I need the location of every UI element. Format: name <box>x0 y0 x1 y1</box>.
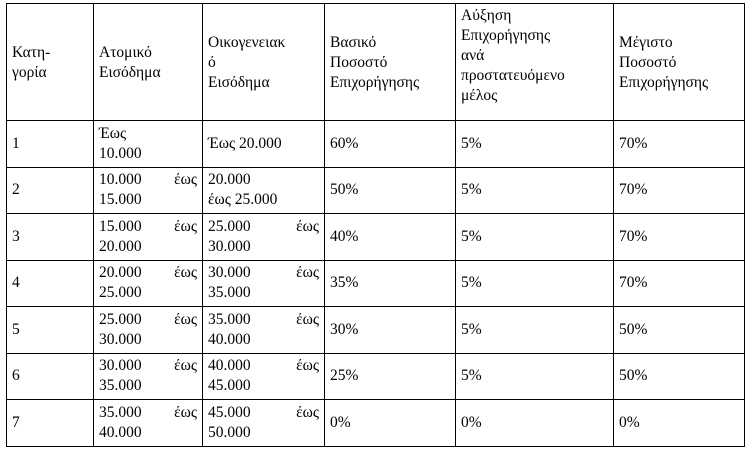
base-rate-cell: 50% <box>325 167 456 214</box>
individual-line2-text: 35.000 <box>99 377 142 395</box>
category-cell: 2 <box>7 167 94 214</box>
income-range <box>208 263 319 303</box>
individual-line1b-text: έως <box>174 357 197 375</box>
income-range <box>208 403 319 443</box>
family-line2-text: 50.000 <box>208 423 251 441</box>
individual-line1b-text: έως <box>174 310 197 328</box>
income-range-line <box>99 403 197 423</box>
increase-cell: 5% <box>456 121 614 168</box>
increase-cell: 5% <box>456 214 614 261</box>
individual-line1a-text: 35.000 <box>99 403 142 421</box>
individual-income-cell <box>94 353 203 400</box>
max-rate-cell: 0% <box>614 400 745 447</box>
table-row <box>7 353 745 400</box>
table-row <box>7 167 745 214</box>
individual-line2-text: 25.000 <box>99 284 142 302</box>
family-line1a-text: 25.000 <box>208 217 251 235</box>
family-line2-text: 40.000 <box>208 330 251 348</box>
income-range <box>208 134 319 154</box>
individual-line2-text: 40.000 <box>99 423 142 441</box>
individual-line1b-text: έως <box>174 171 197 189</box>
income-range <box>208 356 319 396</box>
table-body <box>7 121 745 447</box>
family-line2-text: 30.000 <box>208 237 251 255</box>
family-line1b-text: έως <box>296 217 319 235</box>
family-line1a-text: 20.000 <box>208 171 251 189</box>
category-cell: 5 <box>7 307 94 354</box>
base-rate-cell: 35% <box>325 260 456 307</box>
family-line1b-text: έως <box>296 310 319 328</box>
header-individual-income: Ατομικό Εισόδημα <box>94 4 203 121</box>
individual-line1a-text: 10.000 <box>99 171 142 189</box>
income-range-line <box>208 134 319 154</box>
individual-line1b-text: έως <box>174 264 197 282</box>
individual-line1a-text: 30.000 <box>99 357 142 375</box>
base-rate-cell: 25% <box>325 353 456 400</box>
family-income-cell <box>203 214 325 261</box>
individual-line2-text: 10.000 <box>99 144 142 162</box>
income-range <box>99 356 197 396</box>
family-line1a-text: 35.000 <box>208 310 251 328</box>
header-max-rate: Μέγιστο Ποσοστό Επιχορήγησης <box>614 4 745 121</box>
individual-income-cell <box>94 167 203 214</box>
family-line1b-text: έως <box>296 264 319 282</box>
category-cell: 7 <box>7 400 94 447</box>
individual-line2-text: 20.000 <box>99 237 142 255</box>
income-range-line <box>99 124 197 144</box>
family-line1a-text: Έως 20.000 <box>208 134 282 152</box>
increase-cell: 0% <box>456 400 614 447</box>
family-line1a-text: 40.000 <box>208 357 251 375</box>
family-line1a-text: 30.000 <box>208 264 251 282</box>
individual-line1a-text: 25.000 <box>99 310 142 328</box>
category-cell: 3 <box>7 214 94 261</box>
family-income-cell <box>203 400 325 447</box>
income-range-line <box>208 356 319 376</box>
income-range-line <box>99 356 197 376</box>
table-row <box>7 214 745 261</box>
income-range-line <box>208 403 319 423</box>
individual-income-cell <box>94 307 203 354</box>
individual-income-cell <box>94 400 203 447</box>
individual-line1b-text: έως <box>174 217 197 235</box>
family-line1a-text: 45.000 <box>208 403 251 421</box>
family-income-cell <box>203 121 325 168</box>
income-range <box>99 310 197 350</box>
income-range <box>208 310 319 350</box>
base-rate-cell: 30% <box>325 307 456 354</box>
base-rate-cell: 0% <box>325 400 456 447</box>
base-rate-cell: 40% <box>325 214 456 261</box>
family-income-cell <box>203 260 325 307</box>
family-line1b-text: έως <box>296 357 319 375</box>
family-line2-text: 35.000 <box>208 284 251 302</box>
individual-line1a-text: 20.000 <box>99 264 142 282</box>
header-family-income: Οικογενειακ ό Εισόδημα <box>203 4 325 121</box>
family-income-cell <box>203 167 325 214</box>
category-cell: 6 <box>7 353 94 400</box>
category-cell: 1 <box>7 121 94 168</box>
individual-income-cell <box>94 260 203 307</box>
header-category: Κατη- γορία <box>7 4 94 121</box>
income-range <box>208 217 319 257</box>
income-range <box>208 170 319 210</box>
subsidy-table <box>6 3 745 447</box>
max-rate-cell: 50% <box>614 307 745 354</box>
family-line2-text: έως 25.000 <box>208 191 278 209</box>
income-range-line <box>99 310 197 330</box>
family-line2-text: 45.000 <box>208 377 251 395</box>
max-rate-cell: 70% <box>614 167 745 214</box>
category-cell: 4 <box>7 260 94 307</box>
family-income-cell <box>203 307 325 354</box>
increase-cell: 5% <box>456 260 614 307</box>
family-income-cell <box>203 353 325 400</box>
header-increase-per-member: Αύξηση Επιχορήγησης ανά προστατευόμενο μέλος <box>456 4 614 121</box>
individual-line2-text: 30.000 <box>99 330 142 348</box>
individual-income-cell <box>94 121 203 168</box>
increase-cell: 5% <box>456 167 614 214</box>
max-rate-cell: 70% <box>614 260 745 307</box>
individual-line1a-text: 15.000 <box>99 217 142 235</box>
income-range-line <box>99 217 197 237</box>
header-row <box>7 4 745 121</box>
income-range-line <box>208 217 319 237</box>
income-range <box>99 124 197 164</box>
individual-line1a-text: Έως <box>99 124 127 142</box>
base-rate-cell: 60% <box>325 121 456 168</box>
income-range <box>99 170 197 210</box>
individual-line2-text: 15.000 <box>99 191 142 209</box>
max-rate-cell: 50% <box>614 353 745 400</box>
income-range-line <box>208 310 319 330</box>
increase-cell: 5% <box>456 307 614 354</box>
income-range-line <box>99 170 197 190</box>
income-range <box>99 403 197 443</box>
table-row <box>7 307 745 354</box>
max-rate-cell: 70% <box>614 121 745 168</box>
max-rate-cell: 70% <box>614 214 745 261</box>
income-range <box>99 217 197 257</box>
family-line1b-text: έως <box>296 403 319 421</box>
table-row <box>7 121 745 168</box>
income-range-line <box>208 170 319 190</box>
individual-line1b-text: έως <box>174 403 197 421</box>
income-range <box>99 263 197 303</box>
table-row <box>7 400 745 447</box>
individual-income-cell <box>94 214 203 261</box>
income-range-line <box>99 263 197 283</box>
income-range-line <box>208 263 319 283</box>
table-row <box>7 260 745 307</box>
header-base-rate: Βασικό Ποσοστό Επιχορήγησης <box>325 4 456 121</box>
increase-cell: 5% <box>456 353 614 400</box>
